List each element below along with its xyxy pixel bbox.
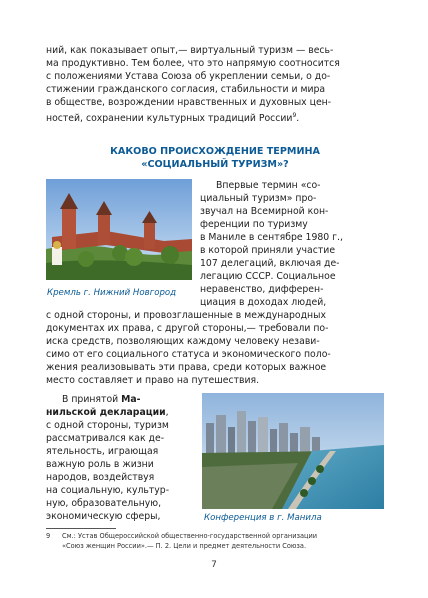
body-line: симо от его социального статуса и экономического поло- [46, 349, 331, 360]
kremlin-photo-caption: Кремль г. Нижний Новгород [47, 288, 177, 298]
body-line: легацию СССР. Социальное [200, 271, 336, 282]
intro-line: ностей, сохранении культурных традиций России [46, 113, 293, 125]
intro-line: ний, как показывает опыт,— виртуальный туризм — весь- [46, 45, 334, 56]
footnote-text-line-2: «Союз женщин России».— П. 2. Цели и предмет деятельности Союза. [62, 542, 307, 550]
intro-line: в обществе, возрождении нравственных и духовных цен- [46, 97, 332, 108]
body-line: важную роль в жизни [46, 459, 154, 470]
body-line: циальный туризм» про- [200, 193, 317, 204]
body-line: жения реализовывать эти права, среди которых важное [46, 362, 327, 373]
footnote-text-line-1: См.: Устав Общероссийской общественно-государственной организации [62, 532, 318, 540]
body-line: ную, образовательную, [46, 498, 162, 509]
section-heading-line-1: КАКОВО ПРОИСХОЖДЕНИЕ ТЕРМИНА [110, 146, 320, 157]
body-line: с одной стороны, и провозглашенные в международных [46, 310, 326, 321]
manila-photo [202, 393, 384, 509]
body-line: 107 делегаций, включая де- [200, 258, 340, 269]
body-line: на социальную, культур- [46, 485, 170, 496]
body-line: рассматривался как де- [46, 433, 165, 444]
body-line: нильской декларации, [46, 407, 169, 418]
footnote-ref: 9 [292, 112, 297, 119]
intro-line: с положениями Устава Союза об укреплении семьи, о до- [46, 71, 331, 82]
body-line: иска средств, позволяющих каждому человеку незави- [46, 336, 320, 347]
manila-photo-caption: Конференция в г. Манила [204, 513, 322, 523]
body-line: в которой приняли участие [200, 245, 336, 256]
intro-line: ма продуктивно. Тем более, что это напрямую соотносится [46, 58, 340, 69]
manila-illustration [202, 393, 384, 509]
body-line: в Маниле в сентябре 1980 г., [200, 232, 343, 243]
body-line: место составляет и право на путешествия. [46, 375, 260, 386]
body-line: В принятой Ма- [62, 394, 141, 405]
body-line: ятельность, играющая [46, 446, 159, 457]
body-line: ференции по туризму [200, 219, 308, 230]
body-line: Впервые термин «со- [216, 180, 321, 191]
body-line: народов, воздействуя [46, 472, 155, 483]
body-line: с одной стороны, туризм [46, 420, 169, 431]
body-line: неравенство, дифферен- [200, 284, 324, 295]
body-line: экономическую сферы, [46, 511, 161, 522]
kremlin-illustration [46, 179, 192, 280]
footnote-separator [46, 528, 116, 529]
intro-last-line [46, 109, 384, 125]
body-line: документах их права, с другой стороны,— требовали по- [46, 323, 329, 334]
kremlin-photo [46, 179, 192, 280]
intro-period: . [296, 113, 300, 125]
intro-line: стижении гражданского согласия, стабильности и мира [46, 84, 326, 95]
page-number: 7 [211, 560, 217, 570]
footnote-number: 9 [46, 532, 51, 540]
body-line: звучал на Всемирной кон- [200, 206, 329, 217]
section-heading-line-2: «СОЦИАЛЬНЫЙ ТУРИЗМ»? [141, 159, 289, 170]
body-line: циация в доходах людей, [200, 297, 327, 308]
